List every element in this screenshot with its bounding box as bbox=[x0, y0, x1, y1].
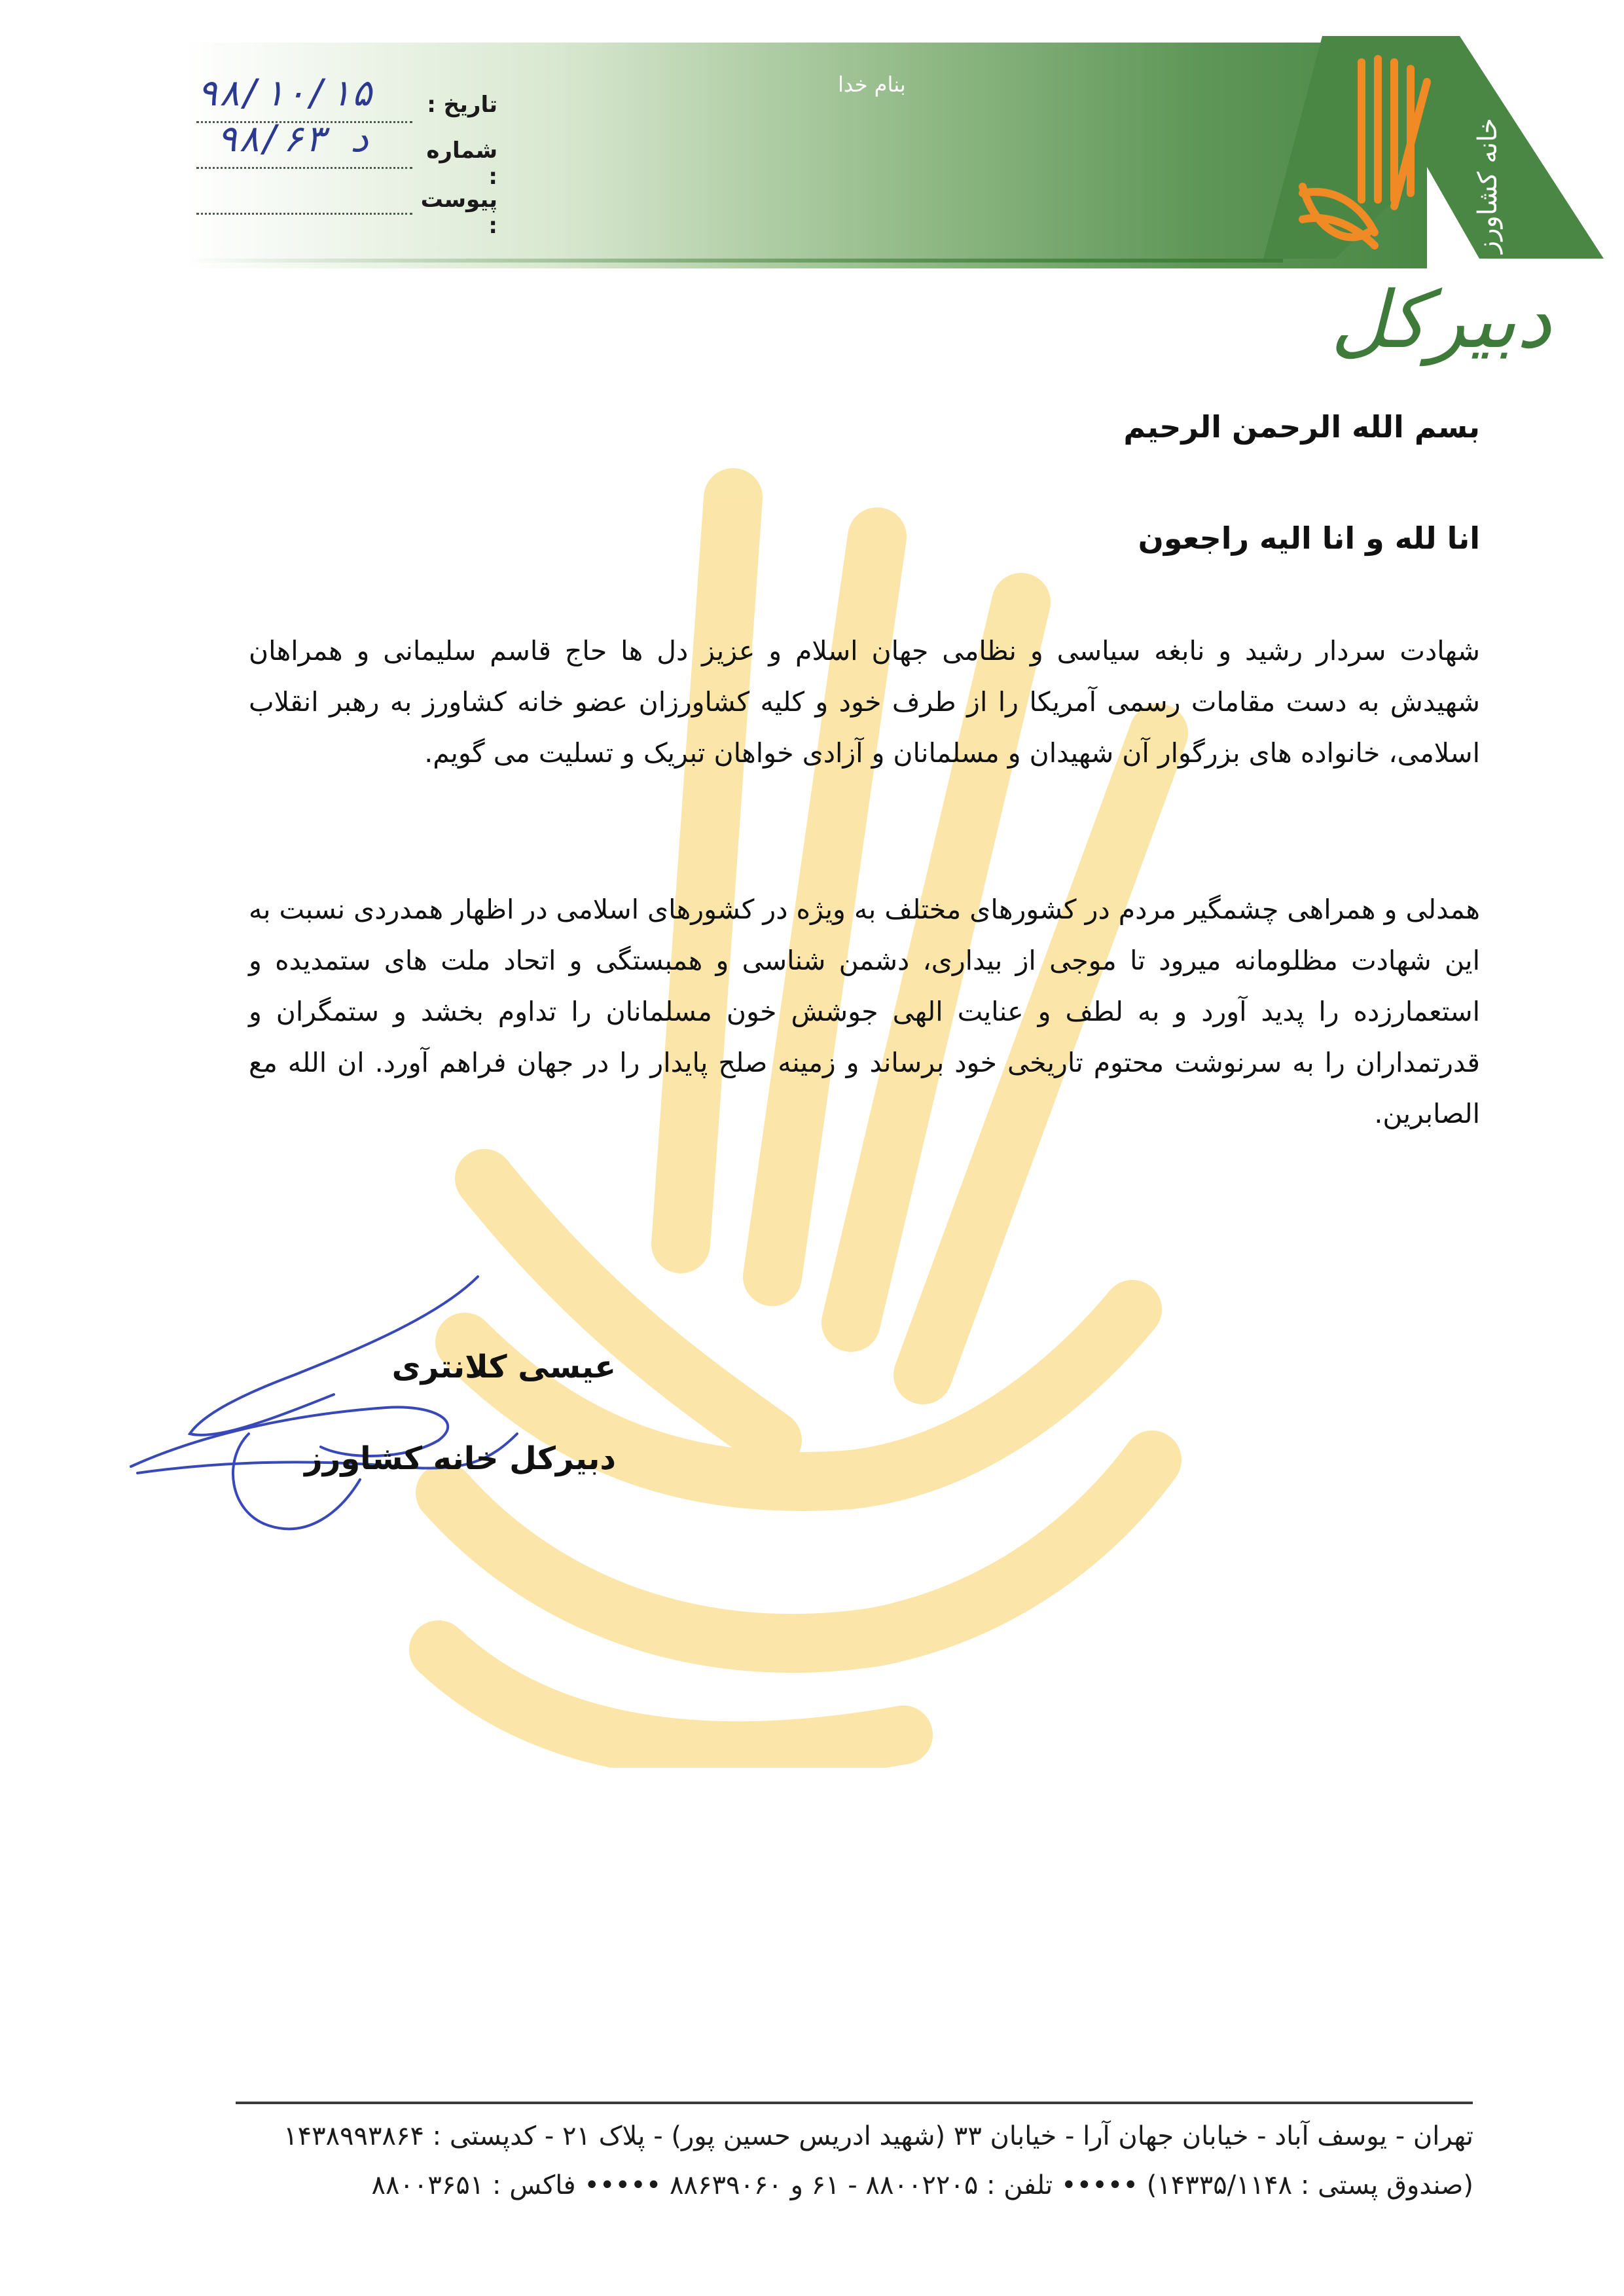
paragraph-2: همدلی و همراهی چشمگیر مردم در کشورهای مختلف به ویژه در کشورهای اسلامی در اظهار همدردی نسبت به این شهادت مظلومانه میرود تا موجی از بیداری، دشمن شناسی و همبستگی و اتحاد ملت های ستمدیده و استعمارزده را پدید آورد و به لطف و عنایت الهی جوشش خون مسلمانان را تداوم بخشد و ستمگران و قدرتمداران را به سرنوشت محتوم تاریخی خود برساند و زمینه صلح پایدار را در جهان فراهم آورد. ان الله مع الصابرین. bbox=[249, 894, 1480, 1129]
footer-contact: (صندوق پستی : ۱۴۳۳۵/۱۱۴۸) ••••• تلفن : ۸۸۰۰۲۲۰۵ - ۶۱ و ۸۸۶۳۹۰۶۰ ••••• فاکس : ۸۸۰۰۳۶۵۱ bbox=[371, 2170, 1473, 2200]
signatory-title: دبیرکل خانه کشاورز bbox=[304, 1440, 616, 1477]
paragraph-1: شهادت سردار رشید و نابغه سیاسی و نظامی جهان اسلام و عزیز دل ها حاج قاسم سلیمانی و همراهان شهیدش به دست مقامات رسمی آمریکا را از طرف خود و کلیه کشاورزان عضو خانه کشاورز به رهبر انقلاب اسلامی، خانواده های بزرگوار آن شهیدان و مسلمانان و آزادی خواهان تبریک و تسلیت می گویم. bbox=[249, 635, 1480, 769]
office-title: دبیرکل bbox=[1330, 275, 1551, 366]
date-label: تاریخ : bbox=[427, 92, 497, 118]
footer-address: تهران - یوسف آباد - خیابان جهان آرا - خیابان ۳۳ (شهید ادریس حسین پور) - پلاک ۲۱ - کدپستی : ۱۴۳۸۹۹۳۸۶۴ bbox=[283, 2121, 1473, 2151]
khane-keshavarz-logo bbox=[1263, 36, 1604, 272]
opening-basmala: بسم الله الرحمن الرحیم bbox=[1123, 409, 1480, 445]
opening-verse: انا لله و انا الیه راجعون bbox=[1138, 520, 1480, 556]
handwritten-signature bbox=[124, 1264, 543, 1552]
date-value: ۹۸/۱۰/۱۵ bbox=[196, 72, 373, 115]
footer-rule bbox=[236, 2102, 1473, 2104]
logo-caption: خانه کشاورز bbox=[1473, 118, 1503, 254]
attachment-line bbox=[196, 213, 412, 215]
attachment-label: پیوست : bbox=[420, 187, 497, 239]
invocation-text: بنام خدا bbox=[838, 72, 906, 97]
number-label: شماره : bbox=[426, 137, 497, 190]
signatory-name: عیسی کلانتری bbox=[391, 1349, 616, 1385]
number-line bbox=[196, 167, 412, 169]
number-value: ۹۸/۶۳ د bbox=[216, 118, 371, 160]
letterhead-rule bbox=[183, 259, 1283, 263]
